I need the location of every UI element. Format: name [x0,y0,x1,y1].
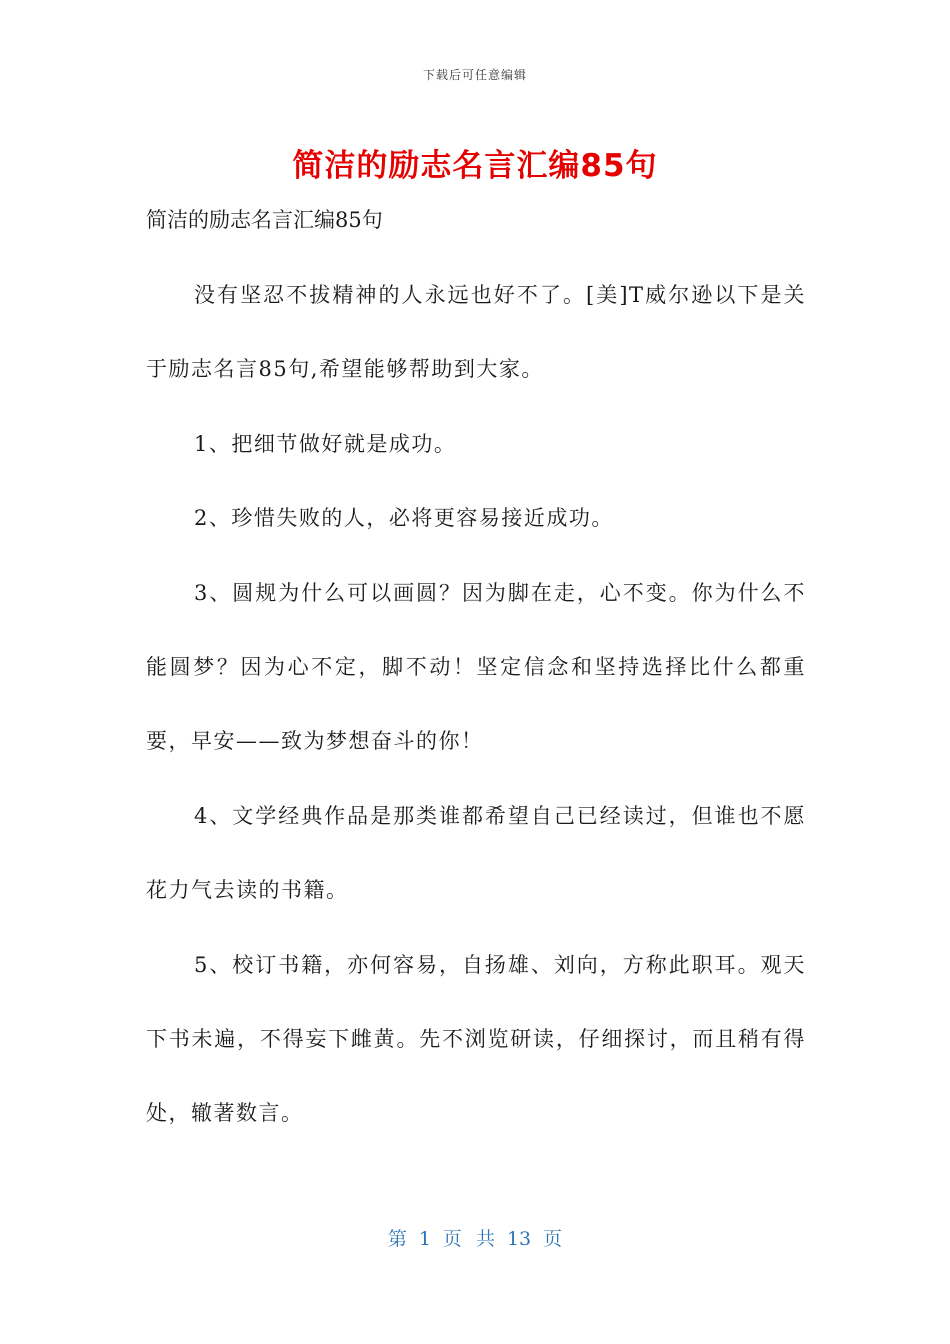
footer-page-number: 1 [418,1228,431,1250]
quote-paragraph-5: 5、校订书籍，亦何容易，自扬雄、刘向，方称此职耳。观天下书未遍，不得妄下雌黄。先不浏览研读，仔细探讨，而且稍有得处，辙著数言。 [146,952,806,1126]
quote-paragraph-4: 4、文学经典作品是那类谁都希望自己已经读过，但谁也不愿花力气去读的书籍。 [146,803,806,903]
footer-total-pages: 13 [506,1228,532,1250]
quote-paragraph-2: 2、珍惜失败的人，必将更容易接近成功。 [194,506,614,531]
page-footer [0,1224,950,1251]
footer-middle: 页 共 [442,1228,495,1250]
quote-paragraph-3: 3、圆规为什么可以画圆？因为脚在走，心不变。你为什么不能圆梦？因为心不定，脚不动！坚定信念和坚持选择比什么都重要，早安——致为梦想奋斗的你！ [146,580,806,754]
document-body [146,258,806,1151]
header-note: 下载后可任意编辑 [422,68,527,82]
intro-paragraph: 没有坚忍不拔精神的人永远也好不了。[美]T威尔逊以下是关于励志名言85句,希望能够帮助到大家。 [146,283,806,382]
document-subtitle: 简洁的励志名言汇编85句 [146,208,383,232]
footer-prefix: 第 [387,1228,407,1250]
document-title: 简洁的励志名言汇编85句 [292,148,658,184]
quote-paragraph-1: 1、把细节做好就是成功。 [194,431,457,456]
footer-suffix: 页 [543,1228,563,1250]
